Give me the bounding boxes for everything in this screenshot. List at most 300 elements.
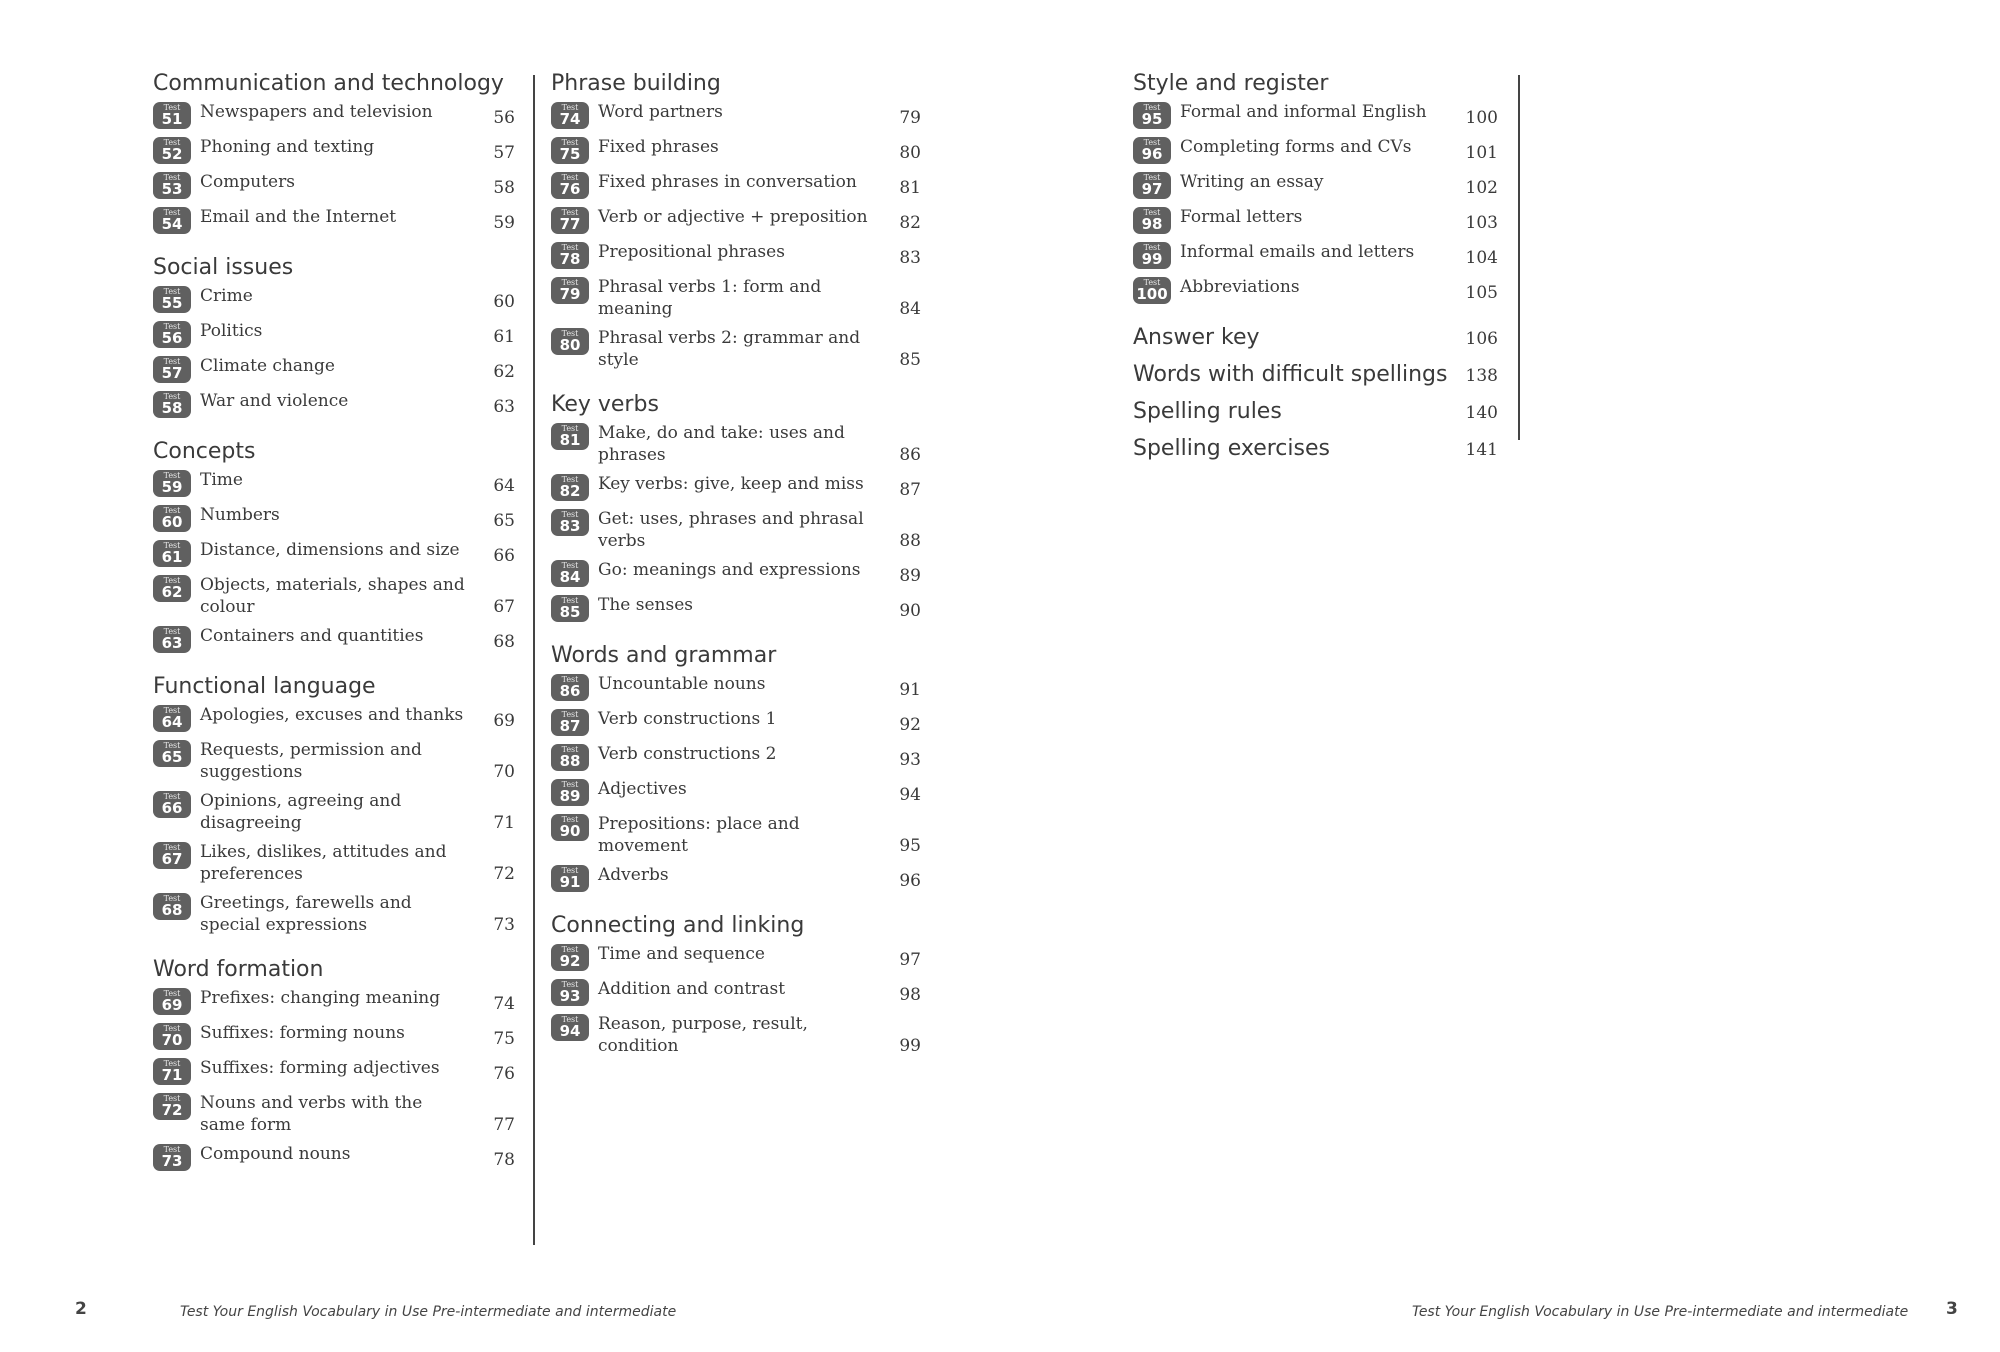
contents-entry[interactable]	[153, 1143, 515, 1171]
test-badge	[153, 207, 191, 234]
entry-page-number: 70	[493, 762, 515, 782]
test-badge-label: Test	[163, 627, 181, 636]
test-number: 77	[559, 215, 581, 233]
page-number-left: 2	[75, 1299, 87, 1319]
section-heading: Phrase building	[551, 71, 721, 96]
contents-entry[interactable]	[153, 101, 515, 129]
test-badge-label: Test	[163, 576, 181, 585]
test-number: 79	[559, 285, 581, 303]
contents-entry[interactable]	[551, 943, 921, 971]
entry-title: Suffixes: forming nouns	[200, 1023, 405, 1043]
entry-title: Opinions, agreeing and disagreeing	[200, 791, 402, 833]
contents-entry[interactable]	[153, 1092, 515, 1136]
entry-page-number: 72	[493, 864, 515, 884]
entry-page-number: 63	[493, 397, 515, 417]
contents-entry[interactable]	[551, 327, 921, 371]
contents-entry[interactable]	[1133, 241, 1498, 269]
test-number: 74	[559, 110, 581, 128]
test-badge-label: Test	[1143, 138, 1161, 147]
test-number: 58	[161, 399, 183, 417]
test-number: 69	[161, 996, 183, 1014]
contents-entry[interactable]	[551, 673, 921, 701]
contents-section	[551, 642, 921, 892]
entry-page-number: 76	[493, 1064, 515, 1084]
contents-entry[interactable]	[551, 241, 921, 269]
entry-title: Make, do and take: uses and phrases	[598, 423, 845, 465]
contents-entry[interactable]	[153, 739, 515, 783]
test-badge	[551, 979, 589, 1006]
test-badge	[153, 575, 191, 602]
contents-section	[551, 912, 921, 1057]
contents-entry[interactable]	[153, 285, 515, 313]
test-number: 95	[1141, 110, 1163, 128]
test-number: 70	[161, 1031, 183, 1049]
section-heading: Social issues	[153, 255, 294, 280]
test-badge	[153, 356, 191, 383]
test-number: 64	[161, 713, 183, 731]
entry-page-number: 57	[493, 143, 515, 163]
contents-entry[interactable]	[551, 136, 921, 164]
test-badge-label: Test	[561, 278, 579, 287]
test-badge	[551, 172, 589, 199]
back-matter-title: Spelling rules	[1133, 399, 1282, 424]
test-badge-label: Test	[561, 243, 579, 252]
contents-entry[interactable]	[153, 469, 515, 497]
entry-page-number: 82	[899, 213, 921, 233]
contents-entry[interactable]	[153, 504, 515, 532]
test-badge	[153, 626, 191, 653]
contents-entry[interactable]	[551, 813, 921, 857]
test-number: 63	[161, 634, 183, 652]
test-badge-label: Test	[1143, 173, 1161, 182]
entry-page-number: 58	[493, 178, 515, 198]
test-number: 56	[161, 329, 183, 347]
entry-title: Addition and contrast	[598, 979, 786, 999]
entry-title: Verb or adjective + preposition	[598, 207, 868, 227]
contents-entry[interactable]	[551, 206, 921, 234]
test-number: 84	[559, 568, 581, 586]
test-badge	[551, 474, 589, 501]
test-number: 52	[161, 145, 183, 163]
entry-title: Reason, purpose, result, condition	[598, 1014, 808, 1056]
entry-title: Time and sequence	[598, 944, 765, 964]
test-badge-label: Test	[163, 392, 181, 401]
contents-entry[interactable]	[153, 704, 515, 732]
entry-title: Apologies, excuses and thanks	[200, 705, 464, 725]
test-badge	[551, 865, 589, 892]
test-badge	[551, 595, 589, 622]
contents-entry[interactable]	[153, 539, 515, 567]
test-badge	[153, 505, 191, 532]
test-badge	[153, 893, 191, 920]
test-badge	[1133, 242, 1171, 269]
test-badge	[153, 391, 191, 418]
test-badge-label: Test	[561, 675, 579, 684]
entry-title: Phrasal verbs 1: form and meaning	[598, 277, 822, 319]
entry-title: Crime	[200, 286, 253, 306]
contents-column-3	[1133, 70, 1498, 472]
entry-title: Phrasal verbs 2: grammar and style	[598, 328, 861, 370]
test-badge-label: Test	[561, 780, 579, 789]
entry-title: War and violence	[200, 391, 349, 411]
test-badge-label: Test	[163, 287, 181, 296]
entry-page-number: 84	[899, 299, 921, 319]
section-heading: Connecting and linking	[551, 913, 805, 938]
section-heading: Concepts	[153, 439, 256, 464]
test-number: 100	[1136, 285, 1168, 303]
entry-page-number: 95	[899, 836, 921, 856]
entry-page-number: 67	[493, 597, 515, 617]
entry-page-number: 94	[899, 785, 921, 805]
entry-title: Greetings, farewells and special expressions	[200, 893, 412, 935]
test-badge-label: Test	[561, 208, 579, 217]
test-badge-label: Test	[561, 173, 579, 182]
entry-page-number: 87	[899, 480, 921, 500]
contents-entry[interactable]	[1133, 101, 1498, 129]
entry-page-number: 81	[899, 178, 921, 198]
entry-page-number: 90	[899, 601, 921, 621]
contents-entry[interactable]	[551, 422, 921, 466]
test-badge-label: Test	[163, 173, 181, 182]
test-badge	[153, 1093, 191, 1120]
entry-page-number: 104	[1465, 248, 1498, 268]
test-badge	[153, 286, 191, 313]
entry-page-number: 83	[899, 248, 921, 268]
test-badge-label: Test	[163, 1094, 181, 1103]
entry-page-number: 75	[493, 1029, 515, 1049]
test-badge	[153, 988, 191, 1015]
entry-title: Get: uses, phrases and phrasal verbs	[598, 509, 864, 551]
test-number: 90	[559, 822, 581, 840]
running-footer-right: Test Your English Vocabulary in Use Pre-intermediate and intermediate	[1412, 1304, 1909, 1320]
contents-entry[interactable]	[551, 101, 921, 129]
section-heading: Communication and technology	[153, 71, 504, 96]
test-badge	[1133, 102, 1171, 129]
contents-entry[interactable]	[153, 390, 515, 418]
back-matter-title: Words with difficult spellings	[1133, 362, 1448, 387]
test-number: 81	[559, 431, 581, 449]
contents-entry[interactable]	[153, 574, 515, 618]
contents-entry[interactable]	[153, 987, 515, 1015]
contents-entry[interactable]	[1133, 276, 1498, 304]
test-number: 98	[1141, 215, 1163, 233]
running-footer-left: Test Your English Vocabulary in Use Pre-intermediate and intermediate	[180, 1304, 677, 1320]
entry-title: Prepositions: place and movement	[598, 814, 800, 856]
test-badge	[153, 705, 191, 732]
back-matter-page: 106	[1465, 329, 1498, 349]
entry-page-number: 62	[493, 362, 515, 382]
test-number: 99	[1141, 250, 1163, 268]
contents-entry[interactable]	[551, 708, 921, 736]
test-number: 87	[559, 717, 581, 735]
test-number: 75	[559, 145, 581, 163]
contents-entry[interactable]	[1133, 171, 1498, 199]
entry-title: Likes, dislikes, attitudes and preferences	[200, 842, 447, 884]
test-badge-label: Test	[561, 745, 579, 754]
page-number-right: 3	[1946, 1299, 1958, 1319]
test-badge	[1133, 172, 1171, 199]
contents-entry[interactable]	[551, 473, 921, 501]
contents-column-2	[551, 70, 921, 1077]
test-badge	[551, 509, 589, 536]
entry-page-number: 66	[493, 546, 515, 566]
entry-page-number: 96	[899, 871, 921, 891]
test-badge-label: Test	[163, 1059, 181, 1068]
test-number: 73	[161, 1152, 183, 1170]
entry-title: Newspapers and television	[200, 102, 433, 122]
test-number: 80	[559, 336, 581, 354]
entry-title: Email and the Internet	[200, 207, 397, 227]
entry-title: Numbers	[200, 505, 280, 525]
entry-page-number: 103	[1465, 213, 1498, 233]
contents-section	[153, 70, 515, 234]
contents-section	[1133, 70, 1498, 304]
contents-entry[interactable]	[153, 892, 515, 936]
entry-title: Adjectives	[598, 779, 687, 799]
back-matter-entry[interactable]	[1133, 435, 1498, 463]
contents-entry[interactable]	[153, 625, 515, 653]
test-badge	[153, 740, 191, 767]
test-badge-label: Test	[163, 741, 181, 750]
test-number: 82	[559, 482, 581, 500]
entry-page-number: 98	[899, 985, 921, 1005]
entry-title: Word partners	[598, 102, 723, 122]
contents-entry[interactable]	[1133, 136, 1498, 164]
entry-page-number: 68	[493, 632, 515, 652]
entry-title: Formal letters	[1180, 207, 1303, 227]
test-badge	[551, 242, 589, 269]
test-badge	[153, 842, 191, 869]
column-divider-left	[533, 75, 535, 1245]
test-number: 93	[559, 987, 581, 1005]
test-badge	[153, 1058, 191, 1085]
entry-title: Prefixes: changing meaning	[200, 988, 441, 1008]
test-badge-label: Test	[561, 475, 579, 484]
contents-entry[interactable]	[551, 978, 921, 1006]
entry-page-number: 59	[493, 213, 515, 233]
test-number: 51	[161, 110, 183, 128]
entry-page-number: 86	[899, 445, 921, 465]
entry-title: The senses	[598, 595, 693, 615]
contents-entry[interactable]	[153, 1057, 515, 1085]
contents-entry[interactable]	[153, 171, 515, 199]
entry-page-number: 78	[493, 1150, 515, 1170]
entry-title: Abbreviations	[1180, 277, 1300, 297]
back-matter-entry[interactable]	[1133, 361, 1498, 389]
entry-page-number: 99	[899, 1036, 921, 1056]
test-number: 55	[161, 294, 183, 312]
entry-title: Writing an essay	[1180, 172, 1324, 192]
contents-section	[153, 254, 515, 418]
test-number: 53	[161, 180, 183, 198]
test-badge	[551, 779, 589, 806]
test-number: 66	[161, 799, 183, 817]
test-number: 85	[559, 603, 581, 621]
test-badge-label: Test	[561, 103, 579, 112]
back-matter-title: Answer key	[1133, 325, 1260, 350]
test-badge	[551, 277, 589, 304]
test-badge-label: Test	[163, 506, 181, 515]
entry-title: Nouns and verbs with the same form	[200, 1093, 423, 1135]
test-badge-label: Test	[163, 843, 181, 852]
section-heading: Words and grammar	[551, 643, 777, 668]
entry-page-number: 69	[493, 711, 515, 731]
section-heading: Style and register	[1133, 71, 1329, 96]
contents-section	[153, 673, 515, 936]
test-number: 67	[161, 850, 183, 868]
test-badge-label: Test	[163, 792, 181, 801]
entry-page-number: 77	[493, 1115, 515, 1135]
entry-page-number: 102	[1465, 178, 1498, 198]
test-badge-label: Test	[163, 471, 181, 480]
test-number: 91	[559, 873, 581, 891]
test-badge-label: Test	[1143, 278, 1161, 287]
test-badge	[551, 1014, 589, 1041]
contents-entry[interactable]	[551, 559, 921, 587]
test-badge	[153, 791, 191, 818]
contents-entry[interactable]	[551, 508, 921, 552]
contents-entry[interactable]	[153, 206, 515, 234]
test-number: 71	[161, 1066, 183, 1084]
entry-page-number: 74	[493, 994, 515, 1014]
test-badge	[153, 470, 191, 497]
contents-entry[interactable]	[153, 320, 515, 348]
contents-section	[551, 70, 921, 371]
test-number: 97	[1141, 180, 1163, 198]
test-badge-label: Test	[561, 945, 579, 954]
test-number: 89	[559, 787, 581, 805]
test-badge-label: Test	[163, 103, 181, 112]
test-number: 59	[161, 478, 183, 496]
test-badge-label: Test	[561, 815, 579, 824]
test-badge	[153, 1144, 191, 1171]
entry-title: Adverbs	[598, 865, 669, 885]
entry-title: Formal and informal English	[1180, 102, 1427, 122]
entry-title: Distance, dimensions and size	[200, 540, 460, 560]
contents-entry[interactable]	[153, 841, 515, 885]
test-badge	[551, 423, 589, 450]
test-badge-label: Test	[561, 138, 579, 147]
contents-entry[interactable]	[551, 864, 921, 892]
test-badge-label: Test	[561, 710, 579, 719]
entry-title: Phoning and texting	[200, 137, 375, 157]
contents-entry[interactable]	[153, 1022, 515, 1050]
entry-title: Completing forms and CVs	[1180, 137, 1412, 157]
test-badge-label: Test	[163, 1145, 181, 1154]
test-number: 83	[559, 517, 581, 535]
test-number: 78	[559, 250, 581, 268]
test-number: 86	[559, 682, 581, 700]
entry-page-number: 79	[899, 108, 921, 128]
section-heading: Functional language	[153, 674, 376, 699]
test-badge-label: Test	[561, 866, 579, 875]
test-badge	[551, 709, 589, 736]
test-badge-label: Test	[163, 894, 181, 903]
test-badge	[551, 137, 589, 164]
test-badge-label: Test	[163, 357, 181, 366]
test-number: 72	[161, 1101, 183, 1119]
contents-entry[interactable]	[551, 171, 921, 199]
contents-column-1	[153, 70, 515, 1191]
test-number: 62	[161, 583, 183, 601]
test-badge-label: Test	[163, 541, 181, 550]
entry-title: Climate change	[200, 356, 335, 376]
contents-entry[interactable]	[1133, 206, 1498, 234]
entry-page-number: 61	[493, 327, 515, 347]
test-badge-label: Test	[561, 510, 579, 519]
entry-page-number: 80	[899, 143, 921, 163]
test-badge-label: Test	[163, 706, 181, 715]
back-matter-title: Spelling exercises	[1133, 436, 1330, 461]
entry-title: Politics	[200, 321, 263, 341]
contents-entry[interactable]	[153, 136, 515, 164]
test-badge	[153, 321, 191, 348]
contents-entry[interactable]	[551, 743, 921, 771]
contents-entry[interactable]	[551, 778, 921, 806]
entry-page-number: 85	[899, 350, 921, 370]
test-number: 92	[559, 952, 581, 970]
entry-title: Suffixes: forming adjectives	[200, 1058, 440, 1078]
test-badge	[551, 102, 589, 129]
contents-entry[interactable]	[551, 276, 921, 320]
contents-entry[interactable]	[153, 355, 515, 383]
test-number: 54	[161, 215, 183, 233]
entry-page-number: 73	[493, 915, 515, 935]
contents-entry[interactable]	[551, 1013, 921, 1057]
section-heading: Word formation	[153, 957, 324, 982]
back-matter-page: 140	[1465, 403, 1498, 423]
entry-title: Compound nouns	[200, 1144, 351, 1164]
test-badge	[551, 328, 589, 355]
column-divider-right	[1518, 75, 1520, 440]
entry-title: Containers and quantities	[200, 626, 424, 646]
test-badge	[551, 944, 589, 971]
test-badge-label: Test	[561, 424, 579, 433]
entry-page-number: 97	[899, 950, 921, 970]
contents-entry[interactable]	[551, 594, 921, 622]
test-badge-label: Test	[561, 980, 579, 989]
test-badge	[1133, 137, 1171, 164]
entry-page-number: 65	[493, 511, 515, 531]
test-badge-label: Test	[163, 208, 181, 217]
test-badge	[153, 172, 191, 199]
test-badge	[153, 137, 191, 164]
entry-page-number: 89	[899, 566, 921, 586]
entry-page-number: 92	[899, 715, 921, 735]
test-badge-label: Test	[163, 322, 181, 331]
test-badge	[551, 674, 589, 701]
test-number: 65	[161, 748, 183, 766]
entry-page-number: 56	[493, 108, 515, 128]
entry-page-number: 88	[899, 531, 921, 551]
test-badge-label: Test	[561, 329, 579, 338]
contents-section	[153, 438, 515, 653]
back-matter-list	[1133, 324, 1498, 463]
test-number: 94	[559, 1022, 581, 1040]
entry-title: Prepositional phrases	[598, 242, 785, 262]
section-heading: Key verbs	[551, 392, 659, 417]
entry-page-number: 71	[493, 813, 515, 833]
entry-page-number: 64	[493, 476, 515, 496]
entry-title: Requests, permission and suggestions	[200, 740, 422, 782]
back-matter-entry[interactable]	[1133, 398, 1498, 426]
contents-entry[interactable]	[153, 790, 515, 834]
entry-title: Objects, materials, shapes and colour	[200, 575, 465, 617]
back-matter-entry[interactable]	[1133, 324, 1498, 352]
entry-title: Verb constructions 2	[598, 744, 777, 764]
entry-page-number: 60	[493, 292, 515, 312]
entry-title: Verb constructions 1	[598, 709, 777, 729]
